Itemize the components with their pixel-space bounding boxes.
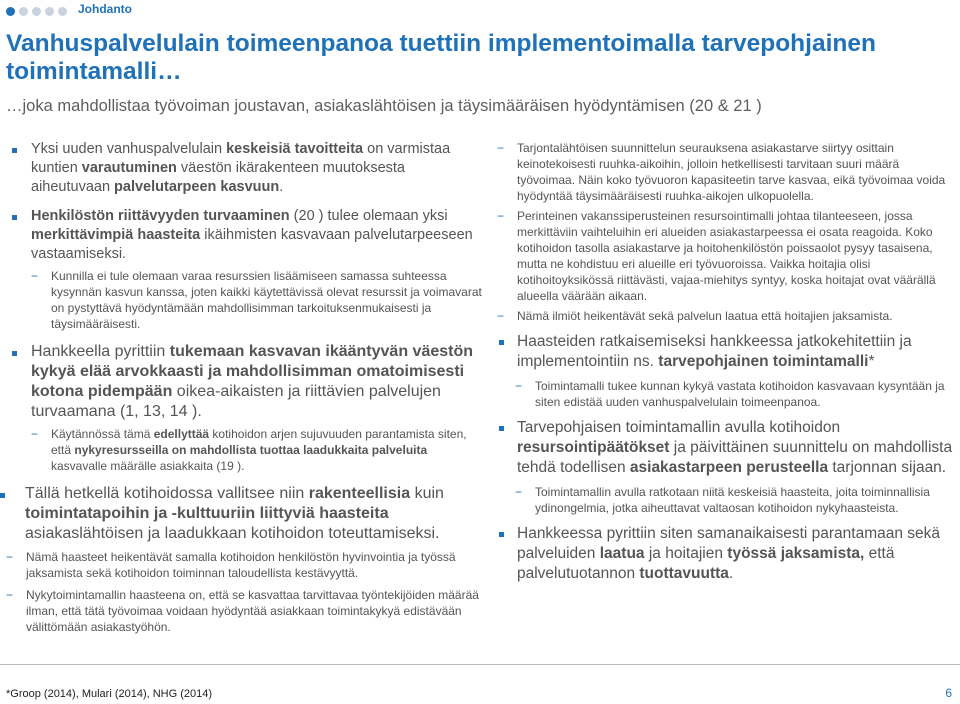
slide-subtitle: …joka mahdollistaa työvoiman joustavan, asiakaslähtöisen ja täysimääräisen hyödyntämisen (20 & 21 ) [6, 97, 762, 115]
bullet-quality-productivity: Hankkeessa pyrittiin siten samanaikaisesti parantamaan sekä palveluiden laatua ja hoitajien työssä jaksamista, että palvelutuotannon tuottavuutta. [497, 524, 955, 584]
nav-dot-1[interactable] [6, 7, 15, 16]
nav-dot-4[interactable] [45, 7, 54, 16]
nav-dot-5[interactable] [58, 7, 67, 16]
bullet-current-challenges: Tällä hetkellä kotihoidossa vallitsee niin rakenteellisia kuin toimintatapoihin ja -kulttuuriin liittyviä haasteita asiakaslähtöisen ja laadukkaan kotihoidon toteuttamiseksi. [0, 484, 484, 544]
sub-bullet-model-challenge: − Nykytoimintamallin haasteena on, että se kasvattaa tarvittavaa työntekijöiden määrää ilman, että tätä työvoimaa voidaan hyödyntää asiakkaan toimintakykyä edistävään välittömään asiakastyöhön. [6, 587, 484, 635]
section-label: Johdanto [78, 2, 132, 16]
slide-title: Vanhuspalvelulain toimeenpanoa tuettiin implementoimalla tarvepohjainen toimintamalli… [6, 30, 876, 85]
bullet-staff-sufficiency: Henkilöstön riittävyyden turvaaminen (20 ) tulee olemaan yksi merkittävimpiä haasteita ikäihmisten kasvavaan palvelutarpeeseen vastaamiseksi. − Kunnilla ei tule olemaan varaa resurssien lisäämiseen samassa suhteessa kysynnän kasvun kanssa, joten kaikki käytettävissä olevat resurssit ja voimavarat on pystyttävä hyödyntämään mahdollisimman tarkoituksenmukaisesti ja täysimääräisesti. [6, 207, 484, 332]
nav-dots [6, 4, 71, 18]
sub-bullet-quality-effect: − Nämä ilmiöt heikentävät sekä palvelun laatua että hoitajien jaksamista. [497, 308, 955, 324]
bullet-goals: Yksi uuden vanhuspalvelulain keskeisiä tavoitteita on varmistaa kuntien varautuminen väestön ikärakenteen muutoksesta aiheutuvaan palvelutarpeen kasvuun. [6, 140, 484, 197]
bullet-model-implementation: Haasteiden ratkaisemiseksi hankkeessa jatkokehitettiin ja implementointiin ns. tarvepohjainen toimintamalli* [497, 332, 955, 372]
nav-dot-3[interactable] [32, 7, 41, 16]
sub-bullet-model-support: − Toimintamalli tukee kunnan kykyä vastata kotihoidon kasvavaan kysyntään ja siten edistää uuden vanhuspalvelulain toimeenpanoa. [515, 378, 955, 410]
page-number: 6 [945, 686, 952, 700]
sub-bullet-resources: − Kunnilla ei tule olemaan varaa resurssien lisäämiseen samassa suhteessa kysynnän kasvun kanssa, joten kaikki käytettävissä olevat resurssit ja voimavarat on pystyttävä hyödyntämään mahdollisimman tarkoituksenmukaisesti ja täysimääräisesti. [31, 268, 484, 332]
footnote: *Groop (2014), Mulari (2014), NHG (2014) [6, 688, 213, 700]
sub-bullet-core-problems: − Toimintamallin avulla ratkotaan niitä keskeisiä haasteita, joita toiminnallisia ydinongelmia, jotka aiheuttavat valtaosan kotihoidon nykyhaasteista. [515, 484, 955, 516]
sub-bullet-resourcing-model: − Perinteinen vakanssiperusteinen resursointimalli johtaa tilanteeseen, jossa merkittäviin vaihteluihin eri alueiden asiakastarpeessa ei osata reagoida. Koko kotihoidon tasolla asiakastarve ja hoitohenkilöstön poissaolot pysyy tasaisena, mutta ne kohdistuu eri alueille eri työvuoroissa. Vaikka hoitajia olisi kotihoitoyksikössä riittävästi, vajaa-miehitys syntyy, koska hoitajat ovat väärällä alueella väärään aikaan. [497, 208, 955, 304]
right-column [497, 140, 955, 590]
left-column [6, 140, 484, 641]
sub-bullet-wellbeing: − Nämä haasteet heikentävät samalla kotihoidon henkilöstön hyvinvointia ja työssä jaksamista sekä kotihoidon toiminnan taloudellista kestävyyttä. [6, 549, 484, 581]
bullet-needs-based-decisions: Tarvepohjaisen toimintamallin avulla kotihoidon resursointipäätökset ja päivittäinen suunnittelu on mahdollista tehdä todellisen asiakastarpeen perusteella tarjonnan sijaan. [497, 418, 955, 478]
footer-divider [0, 664, 960, 665]
bullet-project-goal: Hankkeella pyrittiin tukemaan kasvavan ikääntyvän väestön kykyä elää arvokkaasti ja mahdollisimman omatoimisesti kotona pidempään oikea-aikaisten ja riittävien palvelujen turvaamana (1, 13, 14 ). − Käytännössä tämä edellyttää kotihoidon arjen sujuvuuden parantamista siten, että nykyresursseilla on mahdollista tuottaa laadukkaita palveluita kasvavalle määrälle asiakkaita (19 ). [6, 342, 484, 474]
sub-bullet-practice: − Käytännössä tämä edellyttää kotihoidon arjen sujuvuuden parantamista siten, että nykyresursseilla on mahdollista tuottaa laadukkaita palveluita kasvavalle määrälle asiakkaita (19 ). [31, 426, 484, 474]
sub-bullet-supply-planning: − Tarjontalähtöisen suunnittelun seurauksena asiakastarve siirtyy osittain keinotekoisesti ruuhka-aikoihin, jolloin hetkellisesti tarvitaan suuri määrä työvoimaa. Näin koko työvuoron kapasiteetin tarve kasvaa, eikä työvoimaa voida hyödyntää täysimääräisesti ruuhka-aikojen ulkopuolella. [497, 140, 955, 204]
nav-dot-2[interactable] [19, 7, 28, 16]
